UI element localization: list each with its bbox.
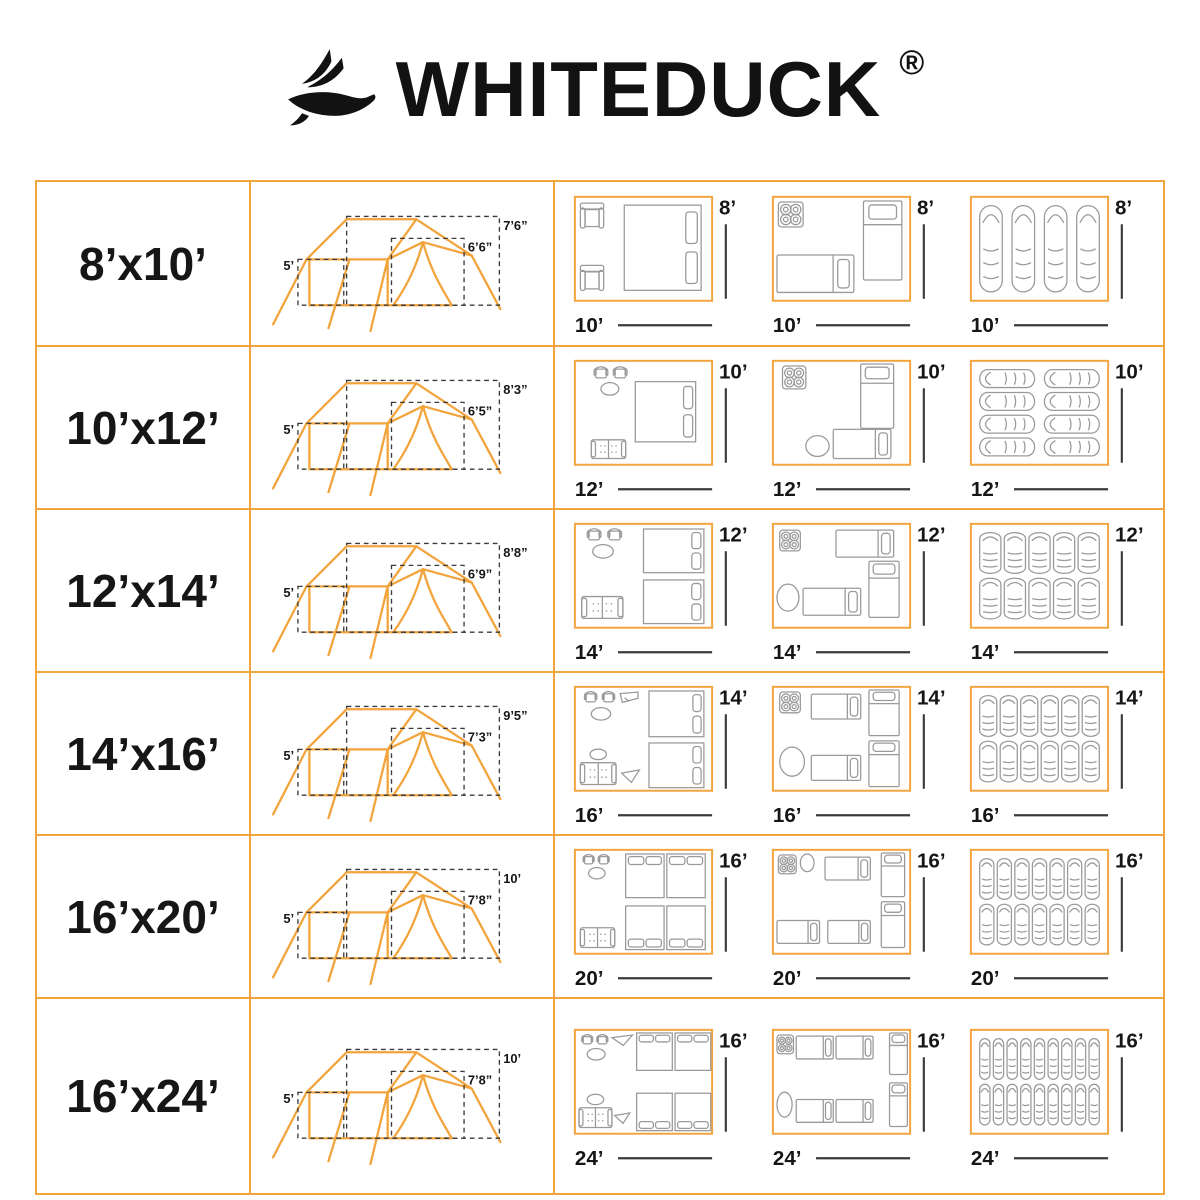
width-dimension-label: 12’ [574, 478, 604, 502]
floor-plan-bedroom-layout [767, 1022, 965, 1171]
inner-peak-height-label: 6’6” [467, 240, 493, 256]
brand-header [0, 0, 1200, 178]
floor-plan [767, 679, 965, 828]
depth-dimension-label: 14’ [718, 686, 748, 710]
floor-plan [965, 679, 1163, 828]
tent-size-label: 10’x12’ [66, 401, 220, 454]
floor-plan-lounge-layout [569, 353, 767, 502]
size-row [37, 182, 1163, 345]
inner-peak-height-label: 7’3” [467, 730, 493, 746]
whiteduck-logo [276, 44, 925, 134]
tent-size-label: 8’x10’ [79, 237, 207, 290]
floor-plan [569, 353, 767, 502]
depth-dimension-label: 16’ [1114, 1028, 1144, 1052]
duck-logo-icon [276, 44, 380, 134]
depth-dimension-label: 12’ [1114, 523, 1144, 547]
registered-trademark-symbol: ® [899, 44, 925, 82]
width-dimension-label: 14’ [574, 641, 604, 665]
tent-side-view [254, 183, 550, 343]
tent-side-view [254, 347, 550, 507]
floor-plan-bedroom-layout [767, 842, 965, 991]
tent-side-view [254, 510, 550, 670]
depth-dimension-label: 8’ [718, 196, 737, 220]
size-cell [37, 347, 249, 508]
floor-plan [965, 842, 1163, 991]
floor-plan [767, 516, 965, 665]
tent-diagram-cell [249, 510, 553, 671]
floor-plans-cell [553, 836, 1163, 997]
size-cell [37, 999, 249, 1193]
inner-peak-height-label: 7’8” [467, 1072, 493, 1088]
width-dimension-label: 12’ [970, 478, 1000, 502]
floor-plan [569, 679, 767, 828]
width-dimension-label: 24’ [970, 1146, 1000, 1170]
wall-height-label: 5’ [283, 748, 295, 764]
floor-plan [569, 842, 767, 991]
width-dimension-label: 14’ [970, 641, 1000, 665]
brand-name: WHITEDUCK [395, 45, 882, 133]
tent-size-label: 16’x24’ [66, 1070, 220, 1122]
floor-plan-lounge-layout [569, 679, 767, 828]
width-dimension-label: 10’ [574, 314, 604, 338]
floor-plans-cell [553, 999, 1163, 1193]
width-dimension-label: 16’ [772, 804, 802, 828]
wall-height-label: 5’ [283, 258, 295, 274]
floor-plan [569, 189, 767, 338]
floor-plan [767, 189, 965, 338]
floor-plan-bedroom-layout [767, 516, 965, 665]
floor-plans-cell [553, 347, 1163, 508]
tent-side-view [254, 836, 550, 996]
size-row [37, 834, 1163, 997]
size-cell [37, 510, 249, 671]
floor-plans-cell [553, 673, 1163, 834]
floor-plan-bedroom-layout [767, 353, 965, 502]
wall-height-label: 5’ [283, 1090, 295, 1106]
depth-dimension-label: 10’ [916, 360, 946, 384]
floor-plan-lounge-layout [569, 516, 767, 665]
depth-dimension-label: 10’ [1114, 360, 1144, 384]
depth-dimension-label: 16’ [718, 1028, 748, 1052]
inner-peak-height-label: 6’5” [467, 404, 493, 420]
size-cell [37, 836, 249, 997]
inner-peak-height-label: 6’9” [467, 567, 493, 583]
tent-diagram-cell [249, 182, 553, 345]
floor-plan-lounge-layout [569, 189, 767, 338]
floor-plans-cell [553, 510, 1163, 671]
floor-plan [569, 516, 767, 665]
tent-side-view [254, 1016, 550, 1176]
floor-plan [767, 353, 965, 502]
depth-dimension-label: 10’ [718, 360, 748, 384]
depth-dimension-label: 16’ [718, 849, 748, 873]
size-cell [37, 182, 249, 345]
floor-plan [965, 516, 1163, 665]
depth-dimension-label: 16’ [916, 1028, 946, 1052]
floor-plan [767, 1022, 965, 1171]
floor-plan [767, 842, 965, 991]
wall-height-label: 5’ [283, 422, 295, 438]
width-dimension-label: 14’ [772, 641, 802, 665]
width-dimension-label: 10’ [772, 314, 802, 338]
floor-plan [965, 353, 1163, 502]
peak-height-label: 10’ [503, 871, 522, 887]
width-dimension-label: 20’ [970, 967, 1000, 991]
size-row [37, 345, 1163, 508]
size-row [37, 671, 1163, 834]
tent-size-label: 16’x20’ [66, 890, 220, 943]
peak-height-label: 8’8” [503, 545, 528, 561]
peak-height-label: 8’3” [503, 382, 528, 398]
tent-diagram-cell [249, 673, 553, 834]
floor-plan-sleeping-bag-layout [965, 516, 1163, 665]
size-cell [37, 673, 249, 834]
tent-size-label: 12’x14’ [66, 564, 220, 617]
tent-diagram-cell [249, 347, 553, 508]
tent-diagram-cell [249, 999, 553, 1193]
wall-height-label: 5’ [283, 585, 295, 601]
width-dimension-label: 16’ [574, 804, 604, 828]
depth-dimension-label: 8’ [1114, 196, 1133, 220]
width-dimension-label: 20’ [574, 967, 604, 991]
depth-dimension-label: 8’ [916, 196, 935, 220]
floor-plans-cell [553, 182, 1163, 345]
floor-plan-bedroom-layout [767, 189, 965, 338]
depth-dimension-label: 16’ [1114, 849, 1144, 873]
width-dimension-label: 24’ [574, 1146, 604, 1170]
inner-peak-height-label: 7’8” [467, 893, 493, 909]
floor-plan [965, 1022, 1163, 1171]
peak-height-label: 9’5” [503, 708, 528, 724]
width-dimension-label: 12’ [772, 478, 802, 502]
size-comparison-table [35, 180, 1165, 1195]
floor-plan-sleeping-bag-layout [965, 1022, 1163, 1171]
tent-side-view [254, 673, 550, 833]
tent-size-label: 14’x16’ [66, 727, 220, 780]
size-row [37, 508, 1163, 671]
depth-dimension-label: 12’ [916, 523, 946, 547]
depth-dimension-label: 12’ [718, 523, 748, 547]
depth-dimension-label: 14’ [916, 686, 946, 710]
floor-plan-sleeping-bag-layout [965, 353, 1163, 502]
floor-plan-sleeping-bag-layout [965, 189, 1163, 338]
depth-dimension-label: 14’ [1114, 686, 1144, 710]
floor-plan [965, 189, 1163, 338]
width-dimension-label: 16’ [970, 804, 1000, 828]
floor-plan-sleeping-bag-layout [965, 842, 1163, 991]
width-dimension-label: 24’ [772, 1146, 802, 1170]
width-dimension-label: 20’ [772, 967, 802, 991]
depth-dimension-label: 16’ [916, 849, 946, 873]
wall-height-label: 5’ [283, 911, 295, 927]
floor-plan-bedroom-layout [767, 679, 965, 828]
tent-diagram-cell [249, 836, 553, 997]
floor-plan-lounge-layout [569, 842, 767, 991]
peak-height-label: 10’ [503, 1050, 522, 1066]
size-row [37, 997, 1163, 1193]
floor-plan [569, 1022, 767, 1171]
floor-plan-sleeping-bag-layout [965, 679, 1163, 828]
floor-plan-lounge-layout [569, 1022, 767, 1171]
width-dimension-label: 10’ [970, 314, 1000, 338]
peak-height-label: 7’6” [503, 218, 528, 234]
